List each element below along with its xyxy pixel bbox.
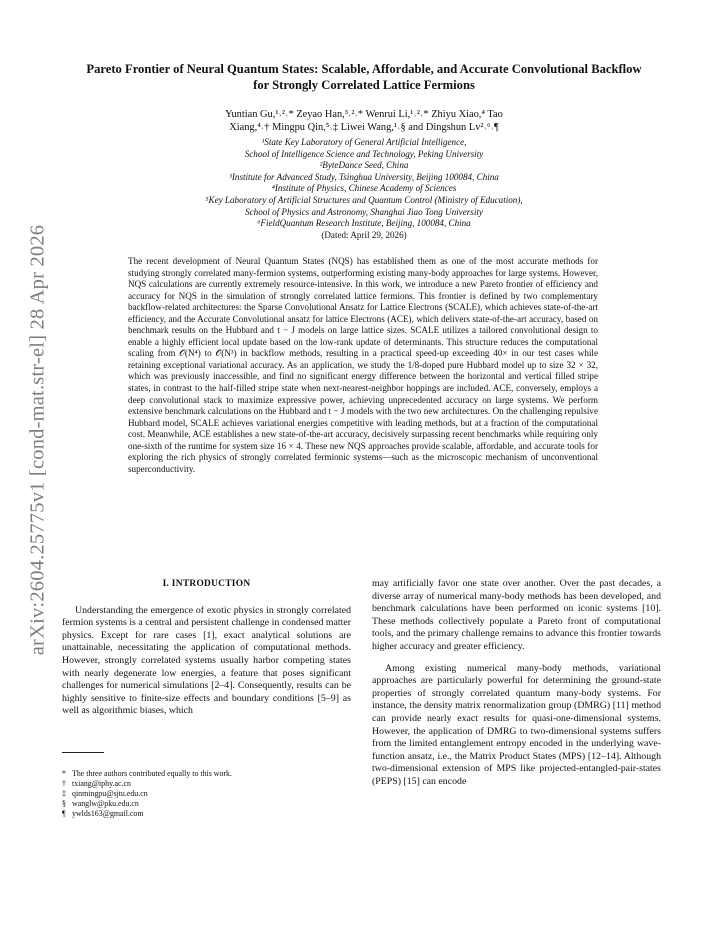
affiliation: ⁵Key Laboratory of Artificial Structures and Quantum Control (Ministry of Education), <box>205 194 523 205</box>
footnote-mark: * <box>62 768 66 778</box>
affiliation: ³Institute for Advanced Study, Tsinghua University, Beijing 100084, China <box>229 171 499 182</box>
footnote <box>62 789 351 799</box>
right-column <box>372 578 661 789</box>
footnote-divider <box>62 752 104 753</box>
affiliation: ⁴Institute of Physics, Chinese Academy of Sciences <box>271 183 457 194</box>
footnote-mark: § <box>62 798 66 808</box>
intro-paragraph: Understanding the emergence of exotic physics in strongly correlated fermion systems is a central and persistent challenge in condensed matter physics. Except for rare cases [1], exact analytical solutions are unattainable, necessitating the application of computational methods. However, strongly correlated systems usually harbor competing states with nearly degenerate low energies, a feature that poses significant challenges for numerical simulations [2–4]. Consequently, results can be highly sensitive to finite-size effects and boundary conditions [5–9] as well as algorithmic biases, which <box>62 604 351 717</box>
paper-title: Pareto Frontier of Neural Quantum States: Scalable, Affordable, and Accurate Convolutional Backflow for Strongly Correlated Lattice Fermions <box>86 62 642 92</box>
affiliations <box>90 137 638 241</box>
author-line-2: Xiang,⁴˒† Mingpu Qin,⁵˒‡ Liwei Wang,¹˒§ and Dingshun Lv²˒⁶˒¶ <box>229 122 499 134</box>
affiliation: School of Physics and Astronomy, Shanghai Jiao Tong University <box>245 206 483 217</box>
footnote-mark: ¶ <box>62 808 66 818</box>
abstract: The recent development of Neural Quantum States (NQS) has established them as one of the most accurate methods for studying strongly correlated many-fermion systems, outperforming existing many-body approaches for large systems. However, NQS calculations are currently extremely resource-intensive. In this work, we introduce a new Pareto frontier of efficiency and accuracy for NQS in the simulation of strongly correlated lattice fermions. This frontier is defined by two complementary backflow-related architectures: the Sparse Convolutional Ansatz for Lattice Electrons (SCALE), which achieves state-of-the-art efficiency, and the Accurate Convolutional ansatz for lattice Electrons (ACE), which delivers state-of-the-art accuracy, based on benchmark results on the Hubbard and t − J models on large lattice sizes. SCALE utilizes a tailored convolutional design to enable a highly efficient local update based on the low-rank update of determinants. This structure reduces the computational scaling from 𝒪(N⁴) to 𝒪(N³) in backflow methods, resulting in a practical speed-up exceeding 40× in our test cases while retaining exceptional variational accuracy. As an application, we study the 1/8-doped pure Hubbard model up to size 32 × 32, which was previously inaccessible, and find no significant energy difference between the horizontal and vertical filled stripe states, in contrast to the half-filled stripe state when next-nearest-neighbor hoppings are included. ACE, conversely, employs a deep convolutional stack to maximize expressive power, achieving unprecedented accuracy on large systems. We perform extensive benchmark calculations on the Hubbard and t − J models with the two new architectures. On the challenging repulsive Hubbard model, SCALE achieves variational energies competitive with leading methods, but at a fraction of the computational cost. Meanwhile, ACE establishes a new state-of-the-art accuracy, decisively surpassing recent benchmarks while requiring only one-sixth of the runtime for system size 16 × 4. These new NQS approaches provide scalable, affordable, and accurate tools for exploring the rich physics of strongly correlated fermionic systems—such as the microscopic mechanism of unconventional superconductivity. <box>128 256 598 474</box>
footnote <box>62 769 351 779</box>
dated-line: (Dated: April 29, 2026) <box>321 229 407 240</box>
footnote-text: The three authors contributed equally to this work. <box>72 768 232 778</box>
intro-paragraph-continued: may artificially favor one state over another. Over the past decades, a diverse array of numerical many-body methods has been developed, and benchmark calculations have been performed on iconic systems [10]. These methods collectively populate a Pareto front of computational tools, and the primary challenge remains to advance this frontier towards higher accuracy and greater efficiency. <box>372 578 661 652</box>
footnote <box>62 799 351 809</box>
arxiv-sidebar <box>18 160 58 720</box>
section-heading: I. INTRODUCTION <box>162 579 251 589</box>
affiliation: School of Intelligence Science and Technology, Peking University <box>244 148 484 159</box>
affiliation: ¹State Key Laboratory of General Artificial Intelligence, <box>261 137 467 147</box>
author-list <box>110 108 618 134</box>
footnote-mark: † <box>62 778 66 788</box>
author-line-1: Yuntian Gu,¹˒²˒* Zeyao Han,³˒²˒* Wenrui Li,¹˒²˒* Zhiyu Xiao,⁴ Tao <box>225 109 503 120</box>
footnote-mark: ‡ <box>62 788 66 798</box>
footnote-email[interactable]: qinmingpu@sjtu.edu.cn <box>72 788 148 798</box>
left-column <box>62 578 351 819</box>
intro-paragraph: Among existing numerical many-body methods, variational approaches are particularly powerful for determining the ground-state properties of strongly correlated quantum many-body systems. For instance, the density matrix renormalization group (DMRG) [11] method can provide nearly exact results for quasi-one-dimensional systems. However, the application of DMRG to two-dimensional systems suffers from the limited entanglement entropy encoded in the underlying wave-function ansatz, i.e., the Matrix Product States (MPS) [12–14]. Although two-dimensional extension of MPS like projected-entangled-pair-states (PEPS) [15] can encode <box>372 662 661 787</box>
footnote <box>62 779 351 789</box>
footnote-email[interactable]: wanglw@pku.edu.cn <box>72 798 139 808</box>
arxiv-identifier[interactable]: arXiv:2604.25775v1 [cond-mat.str-el] 28 Apr 2026 <box>26 224 49 656</box>
affiliation: ²ByteDance Seed, China <box>319 160 409 171</box>
footnote <box>62 809 351 819</box>
footnote-email[interactable]: txiang@iphy.ac.cn <box>72 778 131 788</box>
affiliation: ⁶FieldQuantum Research Institute, Beijing, 100084, China <box>257 218 471 229</box>
footnote-email[interactable]: ywlds163@gmail.com <box>72 808 144 818</box>
footnotes <box>62 769 351 819</box>
